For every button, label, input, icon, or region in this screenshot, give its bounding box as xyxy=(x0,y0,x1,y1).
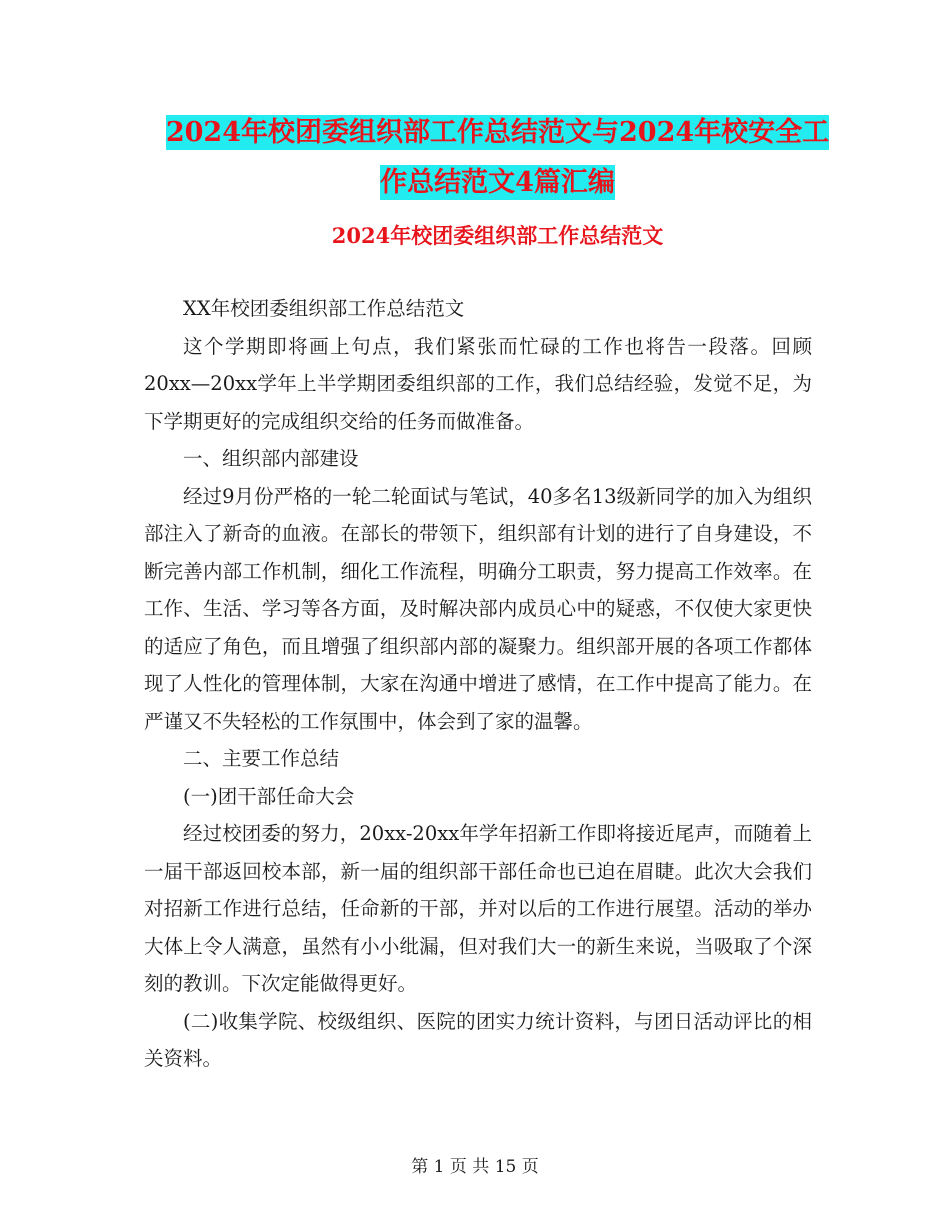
document-title-line1: 2024年校团委组织部工作总结范文与2024年校安全工 xyxy=(165,117,830,148)
heading-paragraph: 一、组织部内部建设 xyxy=(183,447,359,470)
section-title: 2024年校团委组织部工作总结范文 xyxy=(331,223,664,248)
document-title xyxy=(140,108,855,208)
paragraph: 经过9月份严格的一轮二轮面试与笔试，40多名13级新同学的加入为组织部注入了新奇的血液。在部长的带领下，组织部有计划的进行了自身建设，不断完善内部工作机制，细化工作流程，明确分工职责，努力提高工作效率。在工作、生活、学习等各方面，及时解决部内成员心中的疑惑，不仅使大家更快的适应了角色，而且增强了组织部内部的凝聚力。组织部开展的各项工作都体现了人性化的管理体制，大家在沟通中增进了感情，在工作中提高了能力。在严谨又不失轻松的工作氛围中，体会到了家的温馨。 xyxy=(144,484,812,733)
subheading-paragraph: (二)收集学院、校级组织、医院的团实力统计资料，与团日活动评比的相关资料。 xyxy=(144,1009,812,1070)
page-footer: 第 1 页 共 15 页 xyxy=(411,1157,539,1177)
paragraph: 经过校团委的努力，20xx-20xx年学年招新工作即将接近尾声，而随着上一届干部返回校本部，新一届的组织部干部任命也已迫在眉睫。此次大会我们对招新工作进行总结，任命新的干部，并对以后的工作进行展望。活动的举办大体上令人满意，虽然有小小纰漏，但对我们大一的新生来说，当吸取了个深刻的教训。下次定能做得更好。 xyxy=(144,822,812,995)
document-title-line2: 作总结范文4篇汇编 xyxy=(380,167,615,198)
paragraph: XX年校团委组织部工作总结范文 xyxy=(183,297,465,320)
document-body xyxy=(144,290,812,1078)
paragraph: 这个学期即将画上句点，我们紧张而忙碌的工作也将告一段落。回顾20xx—20xx学年上半学期团委组织部的工作，我们总结经验，发觉不足，为下学期更好的完成组织交给的任务而做准备。 xyxy=(144,334,812,433)
subheading-paragraph: (一)团干部任命大会 xyxy=(183,784,355,808)
heading-paragraph: 二、主要工作总结 xyxy=(183,747,340,770)
